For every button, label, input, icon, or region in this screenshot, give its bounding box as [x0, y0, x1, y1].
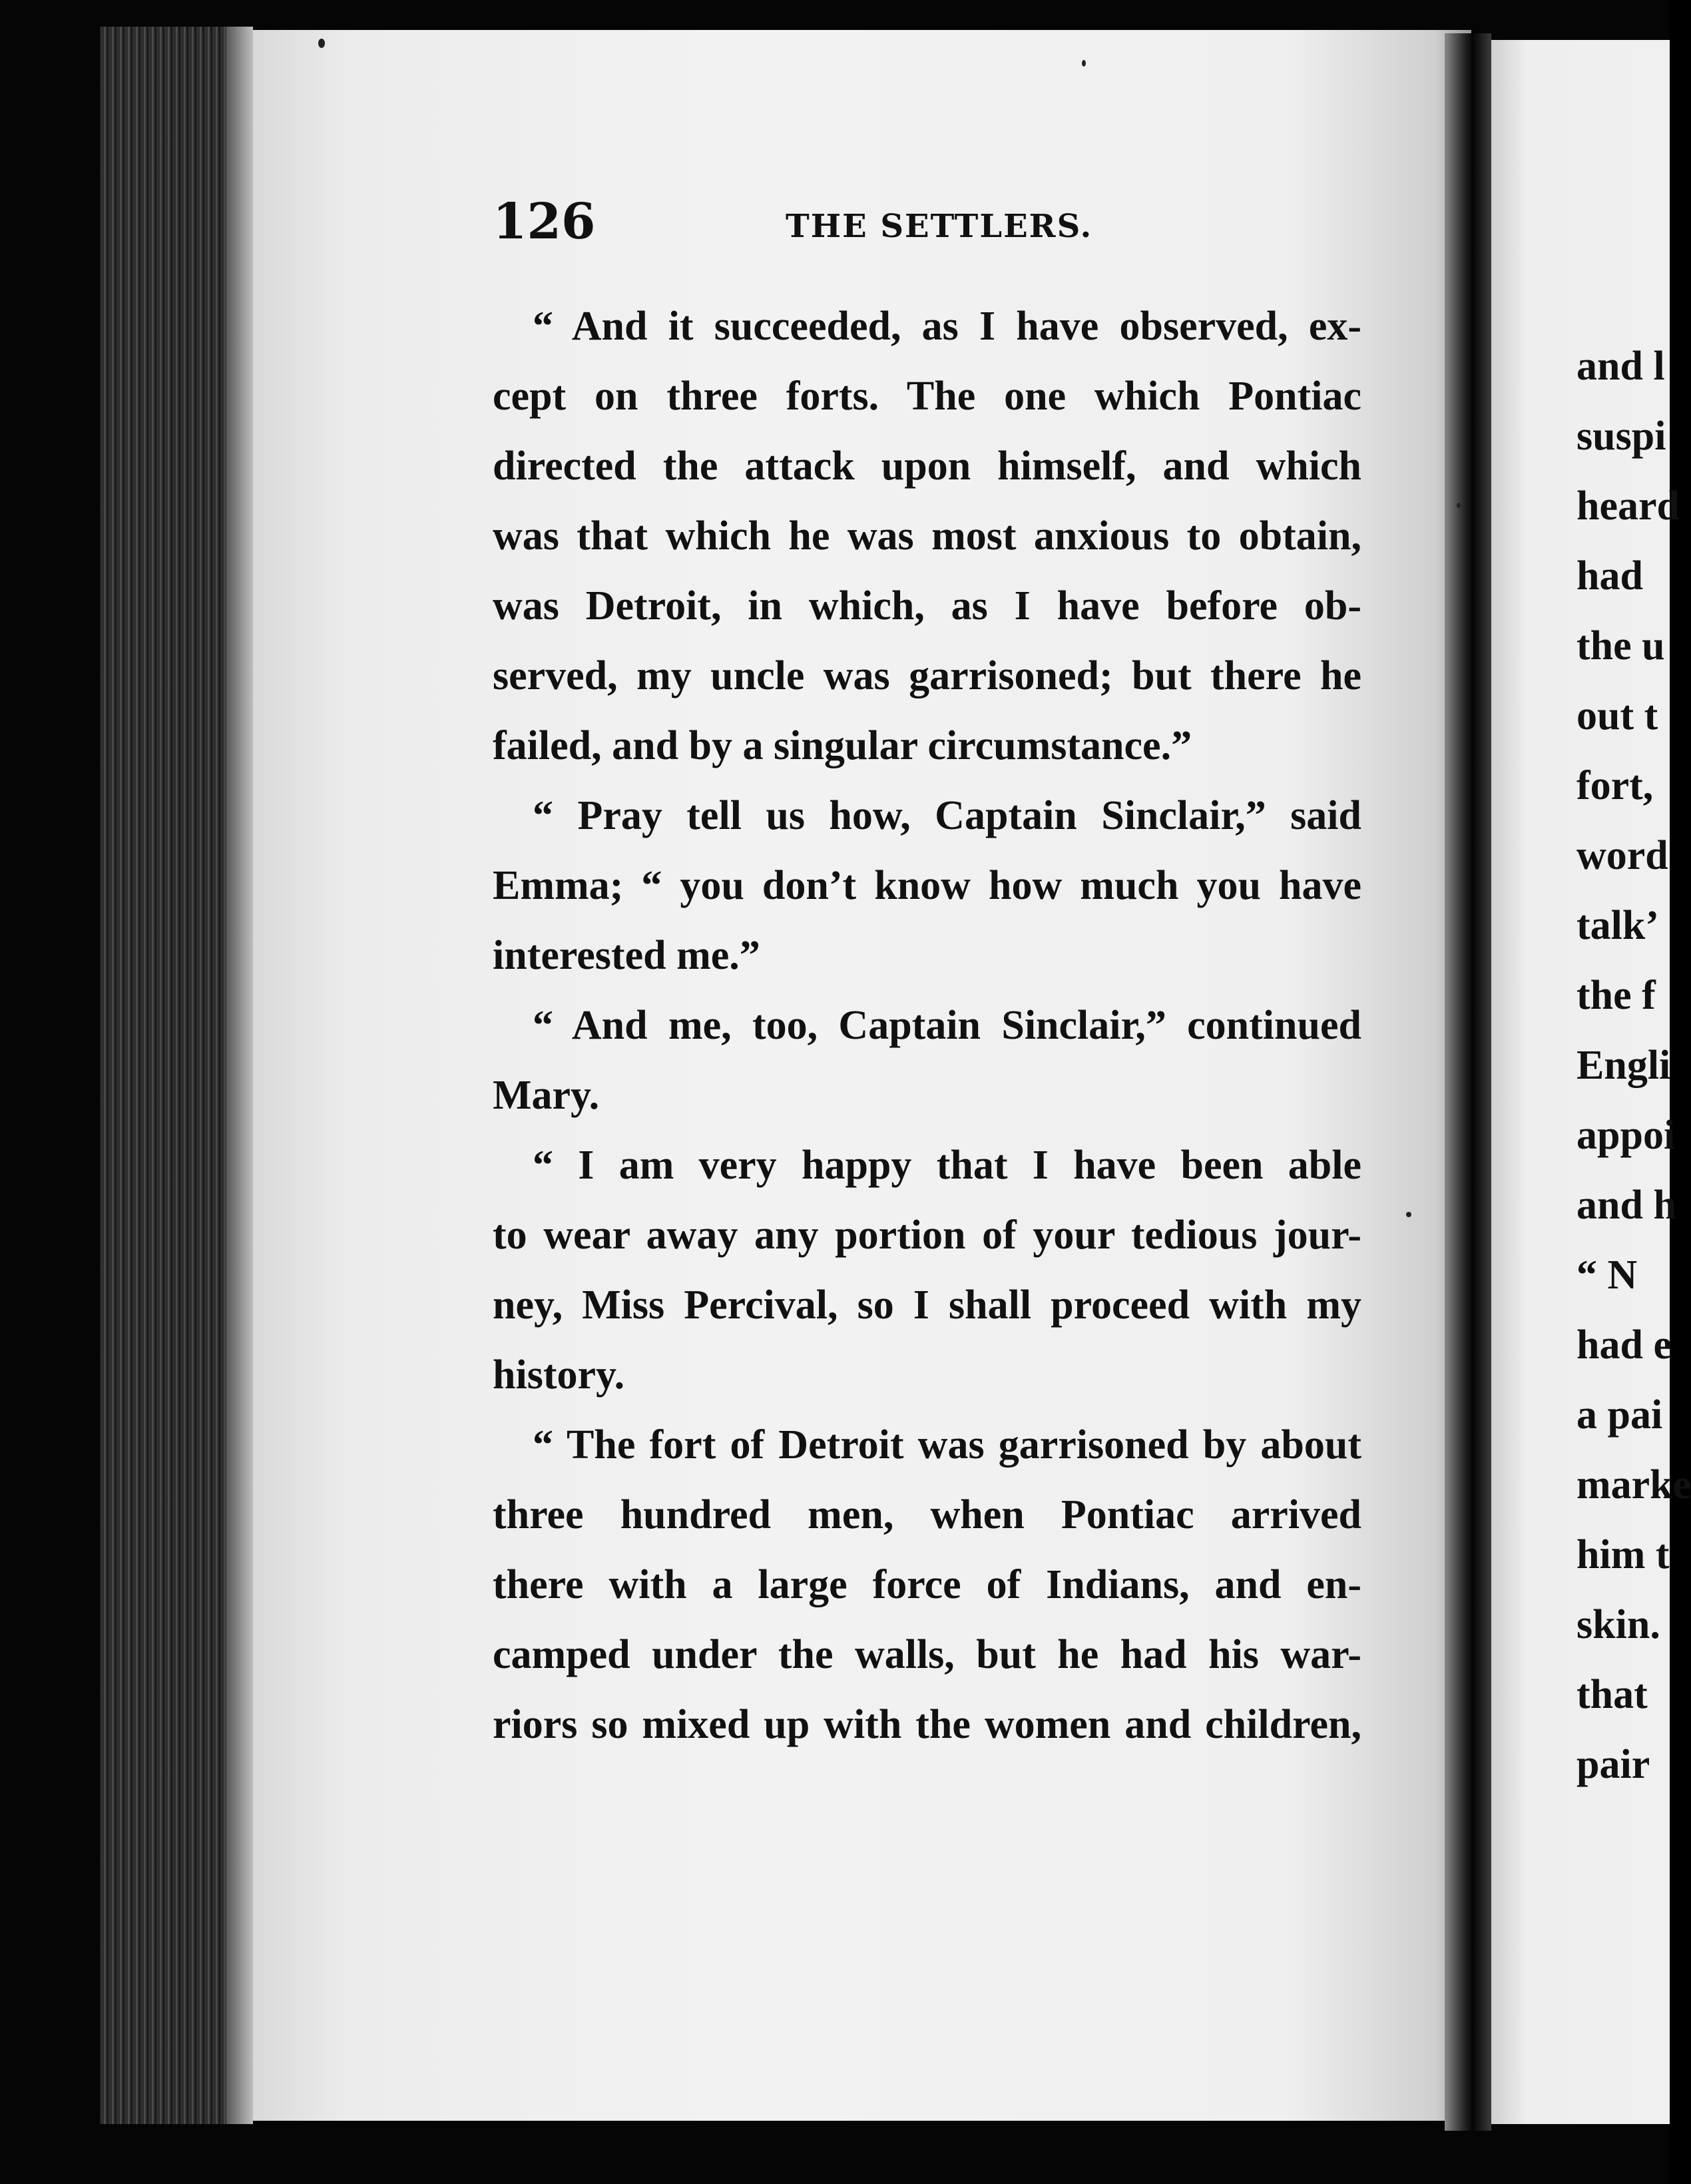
facing-line: a pai: [1576, 1392, 1663, 1438]
facing-line: the u: [1576, 623, 1665, 669]
text-line: to wear away any portion of your tedious jour-: [493, 1213, 1361, 1258]
page-edges: [100, 27, 253, 2124]
facing-line: that: [1576, 1672, 1648, 1717]
ink-speck: [1406, 1212, 1411, 1217]
ink-speck: [1082, 60, 1086, 67]
text-line: ney, Miss Percival, so I shall proceed with my: [493, 1282, 1361, 1328]
facing-line: out t: [1576, 693, 1658, 738]
text-line: “ Pray tell us how, Captain Sinclair,” said: [533, 793, 1361, 838]
facing-line: heard: [1576, 483, 1680, 529]
facing-line: talk’: [1576, 903, 1659, 948]
book-gutter: [1445, 33, 1491, 2131]
ink-speck: [318, 39, 325, 48]
facing-line: him t: [1576, 1532, 1670, 1577]
text-line: “ I am very happy that I have been able: [533, 1143, 1361, 1188]
text-line: three hundred men, when Pontiac arrived: [493, 1492, 1361, 1537]
facing-line: “ N: [1576, 1252, 1638, 1298]
text-line: directed the attack upon himself, and which: [493, 443, 1361, 489]
text-line: “ And me, too, Captain Sinclair,” continued: [533, 1003, 1361, 1048]
text-line: was that which he was most anxious to obtain,: [493, 513, 1361, 559]
text-line: served, my uncle was garrisoned; but there he: [493, 653, 1361, 698]
text-line: failed, and by a singular circumstance.”: [493, 723, 1192, 768]
text-line: cept on three forts. The one which Pontiac: [493, 374, 1361, 419]
running-head: THE SETTLERS.: [786, 208, 1093, 245]
text-line: was Detroit, in which, as I have before ob-: [493, 583, 1361, 629]
facing-line: suspi: [1576, 413, 1666, 459]
page-header: [493, 193, 1358, 253]
facing-line: marke: [1576, 1462, 1691, 1507]
page-number: 126: [493, 193, 596, 250]
text-line: Emma; “ you don’t know how much you have: [493, 863, 1361, 908]
facing-line: and l: [1576, 344, 1665, 389]
facing-line: word: [1576, 833, 1668, 878]
text-line: “ And it succeeded, as I have observed, ex-: [533, 304, 1361, 349]
text-line: camped under the walls, but he had his war-: [493, 1632, 1361, 1677]
ink-speck: [1457, 503, 1461, 508]
facing-line: and h: [1576, 1183, 1676, 1228]
facing-line: the f: [1576, 973, 1656, 1018]
text-line: interested me.”: [493, 933, 760, 978]
facing-line: Engli: [1576, 1043, 1671, 1088]
facing-page: [1491, 40, 1691, 2124]
text-line: there with a large force of Indians, and en-: [493, 1562, 1361, 1607]
text-line: riors so mixed up with the women and children,: [493, 1702, 1361, 1747]
facing-line: fort,: [1576, 763, 1654, 808]
facing-line: appoi: [1576, 1113, 1676, 1158]
text-line: “ The fort of Detroit was garrisoned by about: [533, 1422, 1361, 1468]
facing-line: skin.: [1576, 1602, 1660, 1647]
facing-line: had: [1576, 553, 1643, 599]
facing-page-text: [1576, 332, 1691, 1800]
text-line: history.: [493, 1352, 625, 1398]
facing-line: had e: [1576, 1322, 1672, 1368]
page-body: [493, 292, 1361, 1760]
facing-line: pair: [1576, 1742, 1650, 1787]
text-line: Mary.: [493, 1073, 600, 1118]
